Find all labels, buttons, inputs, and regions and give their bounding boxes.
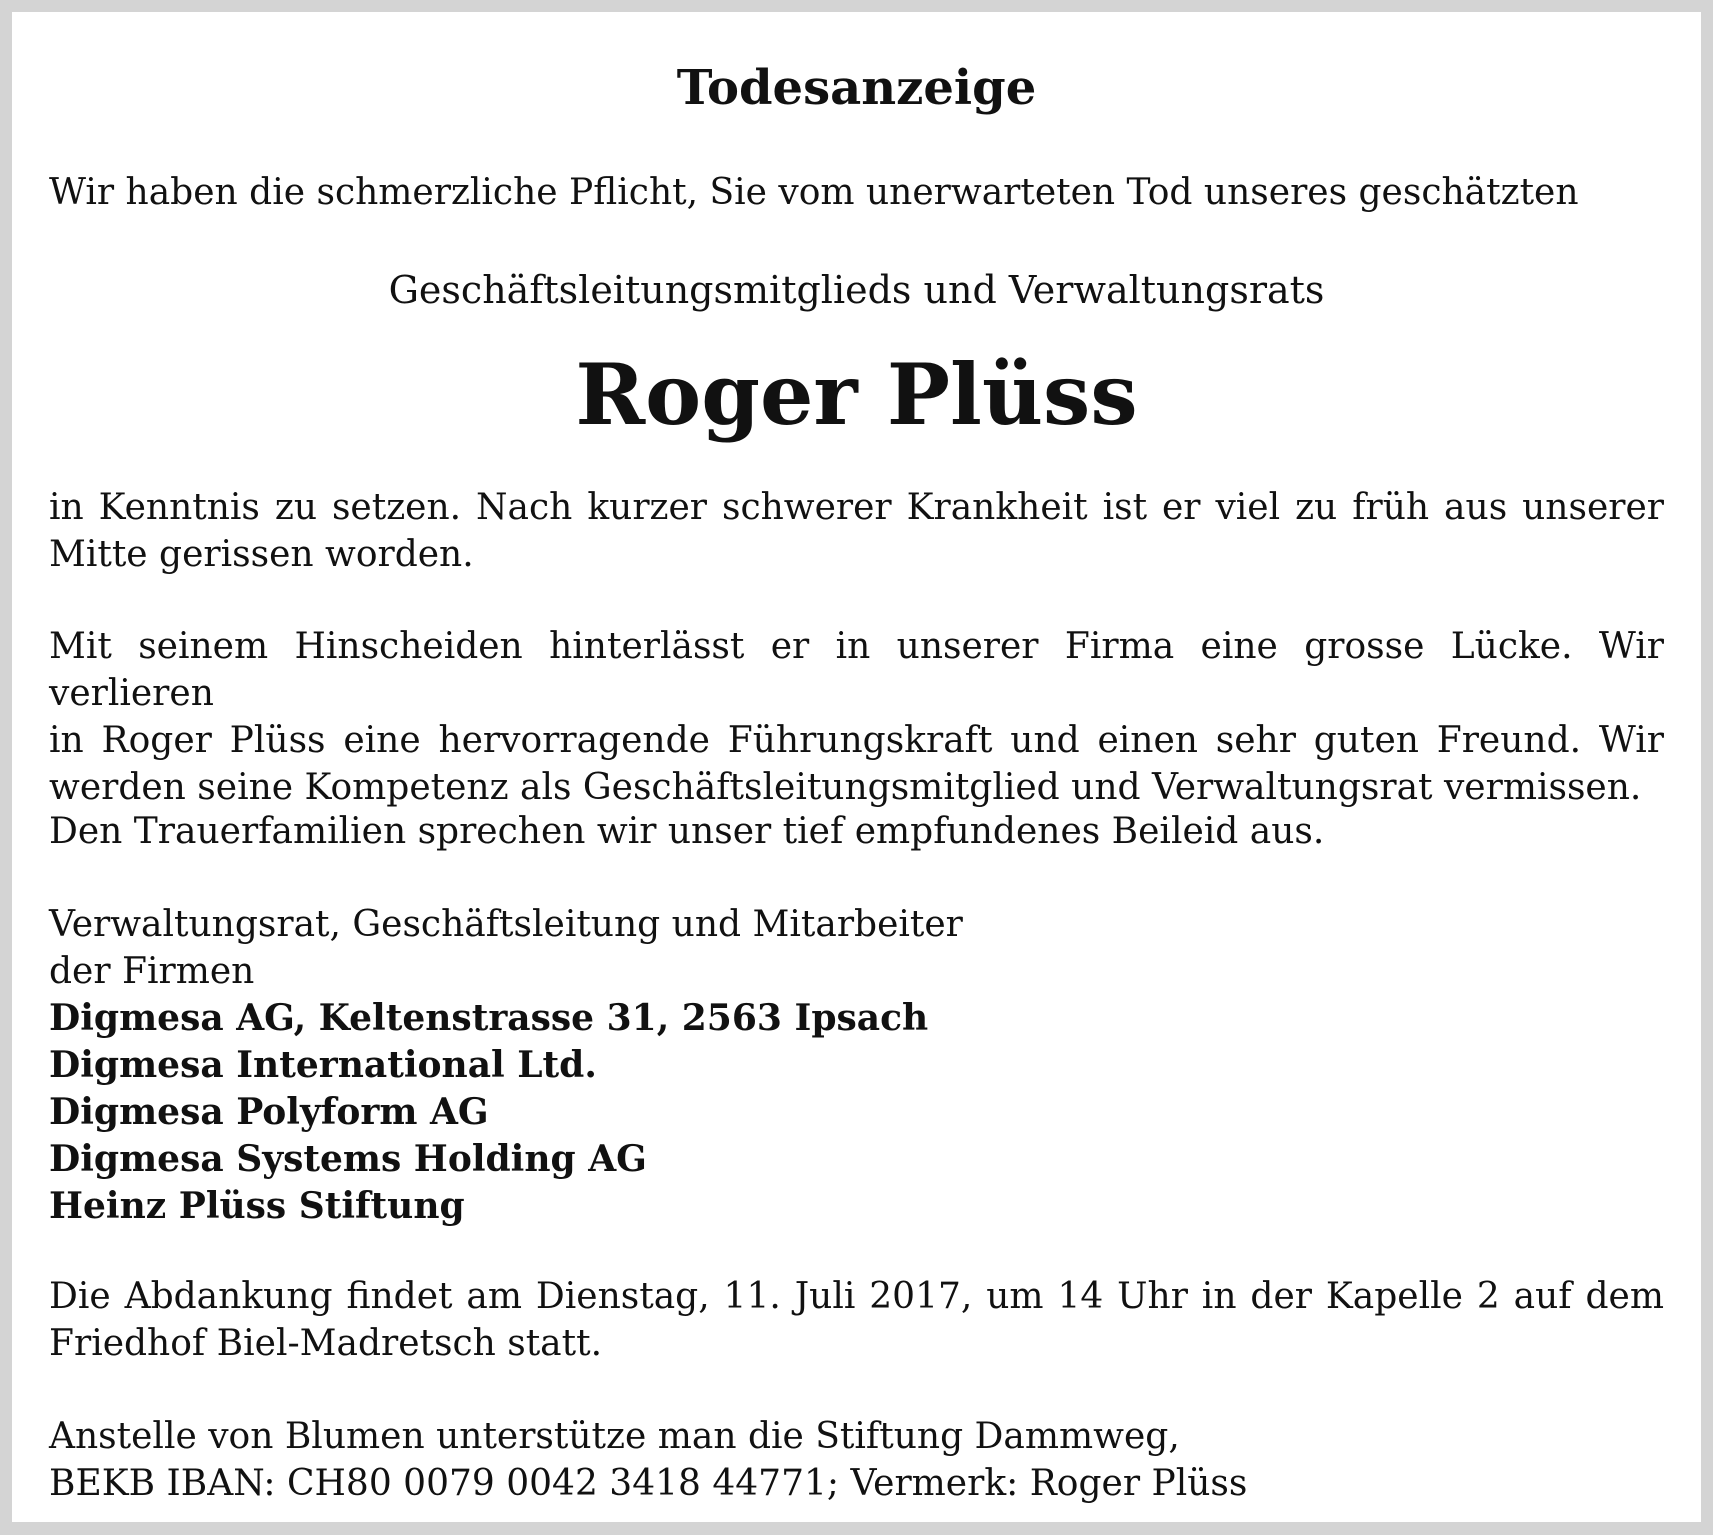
tribute-line-1: Mit seinem Hinscheiden hinterlässt er in unserer Firma eine grosse Lücke. Wir verlieren [49, 626, 1664, 714]
funeral-line-1: Die Abdankung findet am Dienstag, 11. Juli 2017, um 14 Uhr in der Kapelle 2 auf dem [49, 1276, 1664, 1317]
notice-title: Todesanzeige [676, 60, 1037, 116]
company-name: Digmesa AG, Keltenstrasse 31, 2563 Ipsach [49, 997, 929, 1039]
tribute-line-2: in Roger Plüss eine hervorragende Führungskraft und einen sehr guten Freund. Wir [49, 720, 1664, 761]
donation-line-1: Anstelle von Blumen unterstütze man die Stiftung Dammweg, [49, 1416, 1180, 1457]
funeral-information [49, 1273, 1664, 1367]
deceased-role: Geschäftsleitungsmitglieds und Verwaltungsrats [388, 268, 1325, 312]
announcement-line-2: Mitte gerissen worden. [49, 534, 474, 575]
company-name: Heinz Plüss Stiftung [49, 1185, 465, 1227]
company-name: Digmesa International Ltd. [49, 1044, 597, 1086]
funeral-line-2: Friedhof Biel-Madretsch statt. [49, 1323, 603, 1364]
tribute-paragraph [49, 623, 1664, 811]
donation-information [49, 1413, 1664, 1507]
signature-block [49, 901, 1664, 1230]
death-notice [12, 12, 1701, 1522]
company-name: Digmesa Systems Holding AG [49, 1138, 647, 1180]
deceased-name: Roger Plüss [575, 345, 1138, 444]
signature-line-1: Verwaltungsrat, Geschäftsleitung und Mitarbeiter [49, 904, 963, 945]
intro-text: Wir haben die schmerzliche Pflicht, Sie vom unerwarteten Tod unseres geschätzten [49, 172, 1579, 213]
announcement-paragraph [49, 484, 1664, 578]
condolence-paragraph: Den Trauerfamilien sprechen wir unser tief empfundenes Beileid aus. [49, 811, 1325, 852]
announcement-line-1: in Kenntnis zu setzen. Nach kurzer schwerer Krankheit ist er viel zu früh aus unserer [49, 487, 1664, 528]
tribute-line-3: werden seine Kompetenz als Geschäftsleitungsmitglied und Verwaltungsrat vermissen. [49, 767, 1642, 808]
company-name: Digmesa Polyform AG [49, 1091, 489, 1133]
donation-line-2: BEKB IBAN: CH80 0079 0042 3418 44771; Vermerk: Roger Plüss [49, 1463, 1248, 1504]
signature-line-2: der Firmen [49, 951, 255, 992]
